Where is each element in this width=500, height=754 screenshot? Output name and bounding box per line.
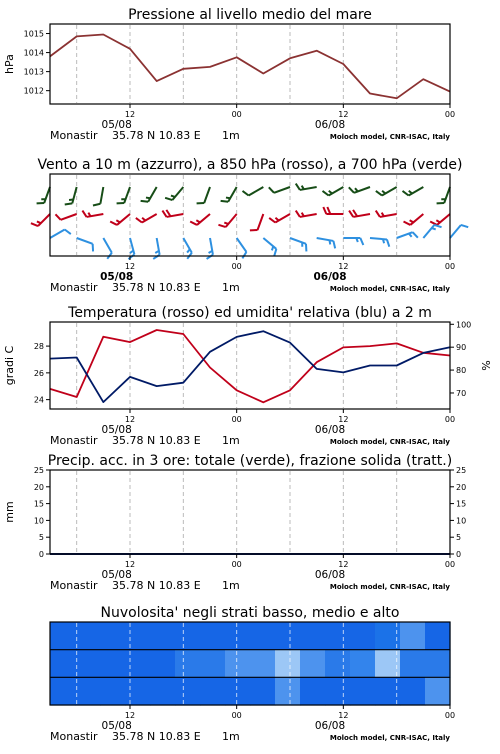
plot-frame-3 [50, 470, 450, 554]
y-tick-label: 26 [33, 368, 44, 378]
wind-barb [437, 185, 450, 206]
y2-tick-label: 0 [456, 550, 462, 559]
cloud-cell-mid [50, 650, 76, 678]
cloud-cell-mid [350, 650, 376, 678]
wind-barb [349, 180, 370, 193]
cloud-cell-low [100, 677, 126, 705]
cloud-cell-high [225, 622, 251, 650]
cloud-cell-mid [300, 650, 326, 678]
wind-barb [190, 209, 210, 227]
cloud-cell-low [300, 677, 326, 705]
cloud-cell-mid [325, 650, 351, 678]
wind-barb [55, 207, 76, 220]
wind-barb [315, 238, 336, 248]
wind-barb [259, 238, 279, 256]
wind-barb [74, 238, 95, 251]
station-coords: 35.78 N 10.83 E [112, 434, 201, 447]
time-tick-label: 12 [338, 262, 349, 271]
time-tick-label: 12 [124, 262, 136, 271]
y-tick-label: 0 [38, 550, 44, 559]
y2-tick-label: 10 [456, 516, 467, 526]
model-credit: Moloch model, CNR-ISAC, Italy [329, 583, 450, 591]
cloud-cell-low [125, 677, 151, 705]
cloud-cell-low [275, 677, 301, 705]
station-coords: 35.78 N 10.83 E [112, 730, 201, 743]
station-coords: 35.78 N 10.83 E [112, 129, 201, 142]
time-tick-label: 00 [231, 262, 242, 271]
y-tick-label: 24 [33, 395, 44, 405]
time-tick-label: 12 [338, 110, 349, 119]
chart-title: Temperatura (rosso) ed umidita' relativa (blu) a 2 m [68, 305, 432, 321]
wind-barb [65, 185, 77, 206]
cloud-cell-mid [275, 650, 301, 678]
cloud-cell-low [200, 677, 226, 705]
wind-barb [397, 231, 418, 244]
cloud-cell-high [75, 622, 101, 650]
time-tick-label: 12 [124, 110, 136, 119]
chart-title: Nuvolosita' negli strati basso, medio e alto [100, 605, 400, 621]
wind-barb [296, 207, 317, 217]
wind-barb [82, 207, 103, 217]
cloud-cell-mid [400, 650, 426, 678]
date-label: 05/08 [100, 271, 134, 283]
date-label: 05/08 [101, 119, 132, 131]
time-tick-label: 00 [444, 560, 456, 569]
station-elevation: 1m [222, 579, 240, 592]
date-label: 06/08 [314, 424, 346, 436]
y2-tick-label: 15 [456, 499, 467, 509]
pressure-line [50, 35, 450, 99]
model-credit: Moloch model, CNR-ISAC, Italy [329, 734, 450, 742]
cloud-cell-mid [425, 650, 451, 678]
cloud-cell-low [75, 677, 101, 705]
time-tick-label: 00 [444, 711, 456, 720]
y2-tick-label: 70 [456, 388, 467, 398]
cloud-cell-mid [225, 650, 251, 678]
cloud-cell-low [250, 677, 276, 705]
station-name: Monastir [50, 730, 98, 743]
time-tick-label: 00 [444, 415, 456, 424]
cloud-cell-mid [200, 650, 226, 678]
wind-barb [323, 181, 344, 197]
wind-barb [296, 180, 317, 190]
date-label: 05/08 [101, 569, 132, 581]
wind-barb [423, 223, 441, 243]
cloud-cell-low [400, 677, 426, 705]
y2-tick-label: 25 [456, 466, 467, 475]
time-tick-label: 00 [444, 110, 456, 119]
time-tick-label: 00 [231, 415, 242, 424]
time-tick-label: 00 [231, 560, 242, 569]
cloud-cell-mid [125, 650, 151, 678]
y-tick-label: 25 [33, 466, 44, 475]
cloud-cell-high [275, 622, 301, 650]
y2-tick-label: 20 [456, 482, 467, 492]
cloud-cell-mid [75, 650, 101, 678]
cloud-cell-high [200, 622, 226, 650]
wind-barb [197, 185, 210, 206]
wind-barb [450, 223, 468, 243]
wind-barb [430, 209, 450, 227]
y-tick-label: 28 [33, 342, 44, 352]
cloud-cell-mid [150, 650, 176, 678]
wind-barb [231, 238, 248, 258]
wind-barb [376, 207, 397, 217]
station-elevation: 1m [222, 434, 240, 447]
wind-barb [323, 207, 343, 214]
chart-title: Vento a 10 m (azzurro), a 850 hPa (rosso), a 700 hPa (verde) [37, 157, 463, 173]
y2-tick-label: 5 [456, 533, 462, 543]
model-credit: Moloch model, CNR-ISAC, Italy [329, 133, 450, 141]
cloud-cell-high [325, 622, 351, 650]
wind-barb [165, 183, 183, 203]
station-name: Monastir [50, 579, 98, 592]
y-tick-label: 10 [33, 516, 44, 526]
wind-barb [403, 181, 424, 197]
y-tick-label: 1014 [23, 48, 44, 58]
wind-barb [269, 180, 290, 193]
wind-barb [376, 181, 397, 197]
station-name: Monastir [50, 129, 98, 142]
cloud-cell-high [100, 622, 126, 650]
wind-barb [117, 185, 130, 206]
y-tick-label: 1013 [23, 67, 44, 77]
station-coords: 35.78 N 10.83 E [112, 281, 201, 294]
y-tick-label: 5 [38, 533, 44, 543]
time-tick-label: 12 [338, 560, 349, 569]
chart-title: Pressione al livello medio del mare [128, 7, 372, 23]
wind-barb [110, 209, 130, 227]
wind-barb [404, 209, 424, 227]
wind-barb [343, 238, 363, 245]
y-tick-label: 1015 [23, 29, 44, 39]
cloud-cell-high [425, 622, 451, 650]
date-label: 05/08 [101, 720, 132, 732]
station-elevation: 1m [222, 730, 240, 743]
wind-barb [250, 212, 263, 233]
cloud-cell-high [300, 622, 326, 650]
wind-barb [369, 238, 390, 247]
cloud-cell-low [225, 677, 251, 705]
y2-tick-label: 90 [456, 343, 467, 353]
cloud-cell-low [150, 677, 176, 705]
time-tick-label: 12 [124, 560, 136, 569]
station-name: Monastir [50, 434, 98, 447]
station-elevation: 1m [222, 281, 240, 294]
wind-barb [37, 185, 50, 206]
date-label: 06/08 [314, 720, 346, 732]
wind-barb [269, 208, 290, 224]
y-tick-label: 20 [33, 482, 44, 492]
wind-barb [349, 207, 370, 217]
y-axis-label: gradi C [3, 345, 16, 386]
date-label: 06/08 [314, 569, 346, 581]
cloud-cell-low [350, 677, 376, 705]
cloud-cell-high [150, 622, 176, 650]
time-tick-label: 12 [124, 711, 136, 720]
y2-tick-label: 100 [456, 320, 472, 330]
y-axis-label: hPa [3, 54, 16, 74]
humidity-line [50, 331, 450, 402]
y-tick-label: 15 [33, 499, 44, 509]
station-coords: 35.78 N 10.83 E [112, 579, 201, 592]
wind-barb [93, 186, 103, 207]
wind-barb [221, 184, 237, 205]
time-tick-label: 12 [338, 415, 349, 424]
cloud-cell-low [50, 677, 76, 705]
time-tick-label: 12 [124, 415, 136, 424]
model-credit: Moloch model, CNR-ISAC, Italy [329, 438, 450, 446]
cloud-cell-high [250, 622, 276, 650]
wind-barb [31, 209, 50, 228]
wind-barb [136, 208, 157, 224]
plot-frame-0 [50, 24, 450, 104]
cloud-cell-low [425, 677, 451, 705]
cloud-cell-mid [100, 650, 126, 678]
station-elevation: 1m [222, 129, 240, 142]
time-tick-label: 00 [231, 110, 242, 119]
date-label: 06/08 [313, 271, 347, 283]
wind-barb [50, 228, 71, 244]
cloud-cell-high [175, 622, 201, 650]
cloud-cell-high [350, 622, 376, 650]
y2-tick-label: 80 [456, 366, 467, 376]
cloud-cell-mid [175, 650, 201, 678]
wind-barb [243, 181, 264, 197]
time-tick-label: 12 [338, 711, 349, 720]
wind-barb [141, 184, 157, 205]
cloud-cell-high [125, 622, 151, 650]
date-label: 06/08 [314, 119, 346, 131]
cloud-cell-high [50, 622, 76, 650]
chart-title: Precip. acc. in 3 ore: totale (verde), frazione solida (tratt.) [47, 453, 453, 469]
wind-barb [162, 207, 183, 217]
y-tick-label: 1012 [23, 86, 44, 96]
y2-axis-label: % [480, 360, 493, 371]
y-axis-label: mm [3, 501, 16, 523]
wind-barb [288, 238, 309, 251]
station-name: Monastir [50, 281, 98, 294]
cloud-cell-high [400, 622, 426, 650]
wind-barb [218, 210, 236, 230]
cloud-cell-low [325, 677, 351, 705]
model-credit: Moloch model, CNR-ISAC, Italy [329, 285, 450, 293]
date-label: 05/08 [101, 424, 132, 436]
cloud-cell-mid [250, 650, 276, 678]
time-tick-label: 00 [444, 262, 456, 271]
cloud-cell-low [175, 677, 201, 705]
time-tick-label: 00 [231, 711, 242, 720]
